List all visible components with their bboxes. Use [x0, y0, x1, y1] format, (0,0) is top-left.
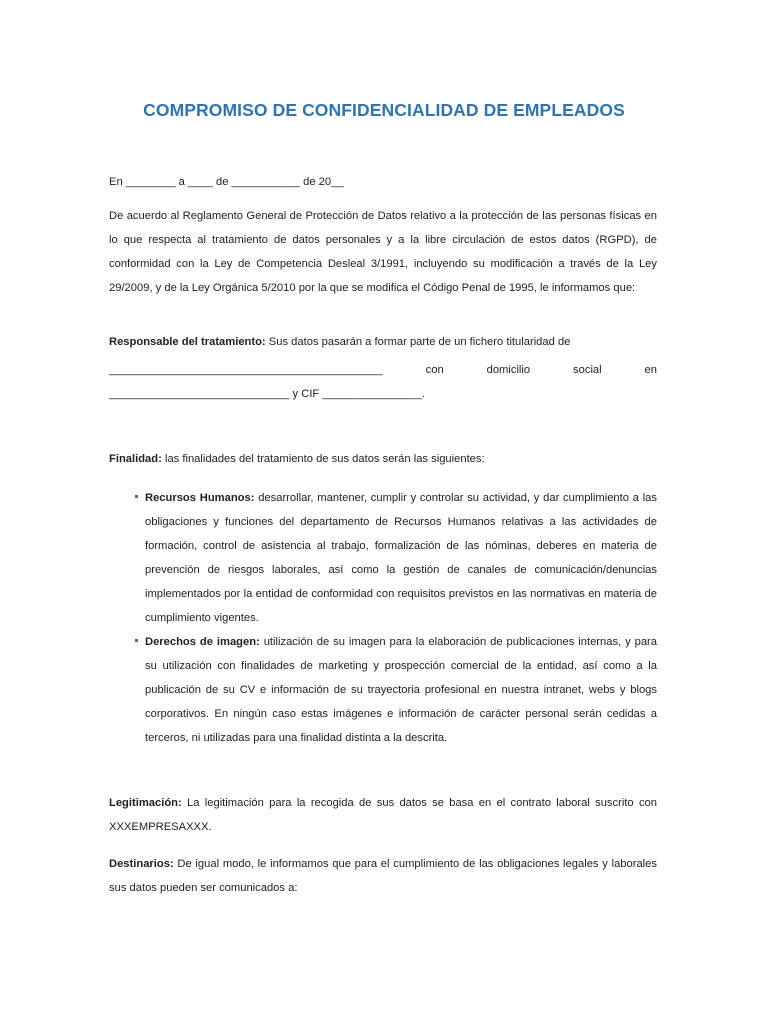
bullet-recursos-humanos [145, 486, 657, 630]
bullet-label: Derechos de imagen: [145, 636, 260, 648]
document-title: COMPROMISO DE CONFIDENCIALIDAD DE EMPLEADOS [143, 100, 625, 120]
domicilio-word: domicilio [486, 364, 531, 376]
holder-blank: ____________________________________________ [109, 364, 383, 376]
finalidad-line [109, 447, 657, 471]
social-word: social [573, 364, 602, 376]
bullet-marker-icon [135, 495, 138, 498]
legitimacion-paragraph [109, 791, 657, 839]
responsable-line [109, 330, 657, 354]
destinarios-paragraph [109, 852, 657, 900]
address-blank: _____________________________ [109, 388, 290, 400]
finalidad-label: Finalidad: [109, 453, 162, 465]
intro-paragraph: De acuerdo al Reglamento General de Protección de Datos relativo a la protección de las personas físicas en lo que respecta al tratamiento de datos personales y a la libre circulación de estos datos (RGPD), de conformidad con la Ley de Competencia Desleal 3/1991, incluyendo su modificación a través de la Ley 29/2009, y de la Ley Orgánica 5/2010 por la que se modifica el Código Penal de 1995, le informamos que: [109, 210, 657, 294]
en-word: en [644, 364, 657, 376]
legitimacion-label: Legitimación: [109, 797, 182, 809]
bullet-marker-icon [135, 639, 138, 642]
con-word: con [425, 364, 444, 376]
bullet-text: desarrollar, mantener, cumplir y controlar su actividad, y dar cumplimiento a las obligaciones y funciones del departamento de Recursos Humanos relativas a las actividades de formación, control de asistencia al trabajo, formalización de las nóminas, deberes en materia de prevención de riesgos laborales, así como la gestión de canales de comunicación/denuncias implementados por la entidad de conformidad con requisitos previstos en las normativas en materia de cumplimiento vigentes. [145, 492, 657, 624]
cif-text: y CIF ________________. [289, 388, 426, 400]
legitimacion-text: La legitimación para la recogida de sus datos se basa en el contrato laboral suscrito con XXXEMPRESAXXX. [109, 797, 657, 833]
destinarios-label: Destinarios: [109, 858, 174, 870]
finalidad-text: las finalidades del tratamiento de sus datos serán las siguientes: [161, 453, 485, 465]
address-cif-line [109, 382, 657, 406]
bullet-label: Recursos Humanos: [145, 492, 255, 504]
responsable-text: Sus datos pasarán a formar parte de un fichero titularidad de [265, 336, 571, 348]
bullet-text: utilización de su imagen para la elaboración de publicaciones internas, y para su utilización con finalidades de marketing y prospección comercial de la entidad, así como a la publicación de su CV e información de su trayectoria profesional en nuestra intranet, webs y blogs corporativos. En ningún caso estas imágenes e información de carácter personal serán cedidas a terceros, ni utilizadas para una finalidad distinta a la descrita. [145, 636, 657, 744]
responsable-label: Responsable del tratamiento: [109, 336, 266, 348]
destinarios-text: De igual modo, le informamos que para el cumplimiento de las obligaciones legales y laborales sus datos pueden ser comunicados a: [109, 858, 657, 894]
bullet-derechos-imagen [145, 630, 657, 750]
responsable-fill-line [109, 358, 657, 382]
date-line: En ________ a ____ de ___________ de 20__ [109, 176, 344, 188]
